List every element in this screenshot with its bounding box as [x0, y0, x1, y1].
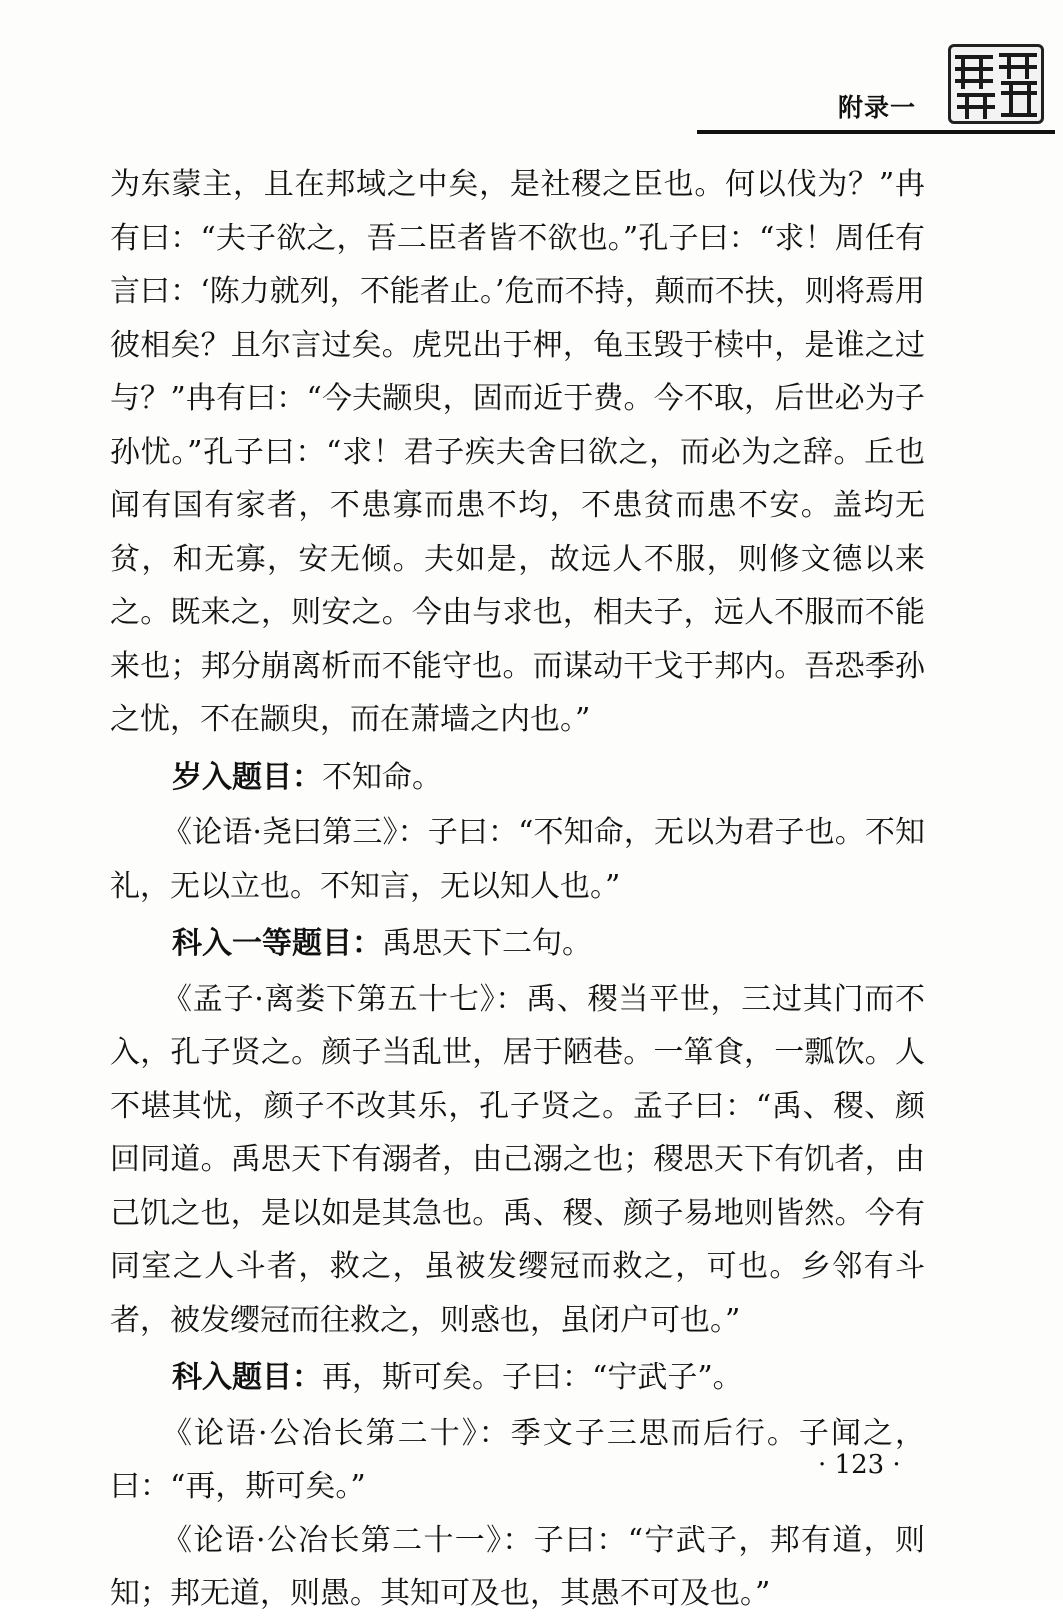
header-rule [697, 130, 1055, 134]
heading-topic: 不知命。 [322, 759, 442, 795]
section-heading-suiru [110, 751, 925, 805]
paragraph-mengzi-lilou: 《孟子·离娄下第五十七》：禹、稷当平世，三过其门而不入，孔子贤之。颜子当乱世，居于陋巷。一箪食，一瓢饮。人不堪其忧，颜子不改其乐，孔子贤之。孟子曰：“禹、稷、颜回同道。禹思天下有溺者，由己溺之也；稷思天下有饥者，由己饥之也，是以如是其急也。禹、稷、颜子易地则皆然。今有同室之人斗者，救之，虽被发缨冠而救之，可也。乡邻有斗者，被发缨冠而往救之，则惑也，虽闭户可也。” [110, 981, 925, 1338]
heading-label: 科入一等题目： [172, 926, 382, 961]
heading-topic: 禹思天下二句。 [382, 926, 592, 961]
running-header: 附录一 [838, 93, 917, 122]
heading-topic: 再，斯可矣。子曰：“宁武子”。 [322, 1360, 743, 1395]
section-heading-keru [110, 1351, 925, 1405]
paragraph-lunyu-gongyechang-20: 《论语·公冶长第二十》：季文子三思而后行。子闻之，曰：“再，斯可矣。” [110, 1415, 925, 1504]
paragraph-lunyu-gongyechang-21: 《论语·公冶长第二十一》：子曰：“宁武子，邦有道，则知；邦无道，则愚。其知可及也，其愚不可及也。” [110, 1522, 925, 1611]
body-text [110, 158, 925, 1621]
page-number: · 123 · [818, 1450, 901, 1480]
heading-label: 科入题目： [172, 1360, 322, 1395]
section-heading-keru-yideng [110, 917, 925, 971]
heading-label: 岁入题目： [172, 759, 322, 795]
seal-logo [948, 44, 1044, 124]
seal-icon [951, 47, 1041, 121]
paragraph-continuation: 为东蒙主，且在邦域之中矣，是社稷之臣也。何以伐为？”冉有曰：“夫子欲之，吾二臣者皆不欲也。”孔子曰：“求！周任有言曰：‘陈力就列，不能者止。’危而不持，颠而不扶，则将焉用彼相矣？且尔言过矣。虎兕出于柙，龟玉毁于椟中，是谁之过与？”冉有曰：“今夫颛臾，固而近于费。今不取，后世必为子孙忧。”孔子曰：“求！君子疾夫舍曰欲之，而必为之辞。丘也闻有国有家者，不患寡而患不均，不患贫而患不安。盖均无贫，和无寡，安无倾。夫如是，故远人不服，则修文德以来之。既来之，则安之。今由与求也，相夫子，远人不服而不能来也；邦分崩离析而不能守也。而谋动干戈于邦内。吾恐季孙之忧，不在颛臾，而在萧墙之内也。” [110, 167, 925, 737]
paragraph-lunyu-yaoyue: 《论语·尧曰第三》：子曰：“不知命，无以为君子也。不知礼，无以立也。不知言，无以知人也。” [110, 815, 925, 904]
